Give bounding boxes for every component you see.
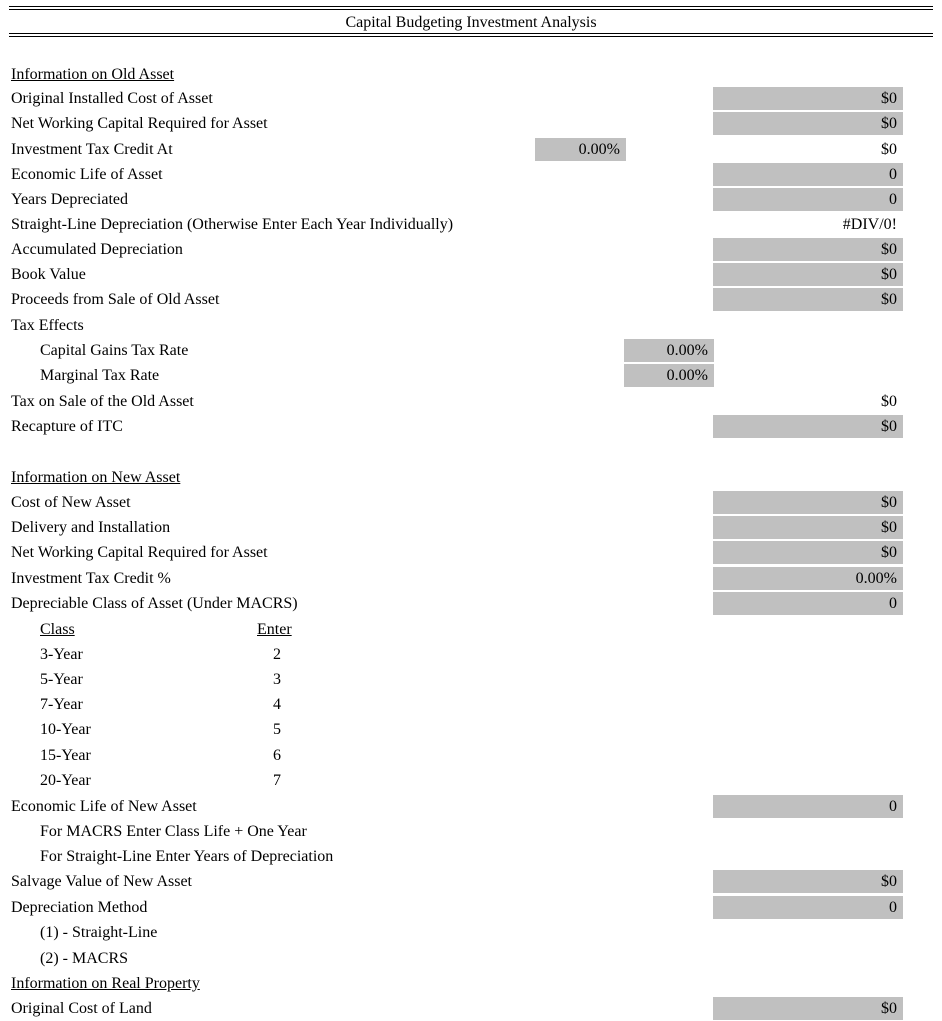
class-row [0, 692, 942, 717]
new-economic-life-input[interactable]: 0 [713, 795, 903, 818]
new-itc-label: Investment Tax Credit % [11, 570, 171, 587]
enter-col-header: Enter [257, 621, 292, 638]
title-top-rule [9, 6, 933, 10]
class-enter-value: 7 [273, 772, 281, 789]
old-book-value-input[interactable]: $0 [713, 263, 903, 286]
dep-method-input[interactable]: 0 [713, 896, 903, 919]
old-original-cost-input[interactable]: $0 [713, 87, 903, 110]
new-economic-life-label: Economic Life of New Asset [11, 798, 197, 815]
dep-class-row [0, 591, 942, 616]
old-accum-dep-input[interactable]: $0 [713, 238, 903, 261]
old-nwc-input[interactable]: $0 [713, 112, 903, 135]
old-asset-header-row [0, 62, 942, 87]
new-nwc-input[interactable]: $0 [713, 541, 903, 564]
sl-note: For Straight-Line Enter Years of Depreciation [40, 848, 334, 865]
old-economic-life-row [0, 162, 942, 187]
page-title: Capital Budgeting Investment Analysis [345, 14, 597, 31]
class-enter-value: 6 [273, 747, 281, 764]
class-enter-value: 3 [273, 671, 281, 688]
old-book-value-label: Book Value [11, 266, 86, 283]
class-name: 7-Year [40, 696, 83, 713]
method-1-note: (1) - Straight-Line [40, 924, 158, 941]
sl-note-row [0, 844, 942, 869]
old-years-depreciated-row [0, 187, 942, 212]
class-col-header: Class [40, 621, 75, 638]
old-itc-rate-input[interactable]: 0.00% [535, 138, 626, 161]
recapture-itc-input[interactable]: $0 [713, 415, 903, 438]
real-property-header-row [0, 971, 942, 996]
macrs-note-row [0, 819, 942, 844]
salvage-row [0, 869, 942, 894]
old-years-depreciated-input[interactable]: 0 [713, 188, 903, 211]
class-row [0, 717, 942, 742]
dep-method-label: Depreciation Method [11, 899, 148, 916]
old-nwc-row [0, 111, 942, 136]
method-1-row [0, 920, 942, 945]
class-name: 3-Year [40, 646, 83, 663]
dep-class-input[interactable]: 0 [713, 592, 903, 615]
new-cost-label: Cost of New Asset [11, 494, 131, 511]
class-enter-value: 5 [273, 721, 281, 738]
land-cost-row [0, 996, 942, 1021]
cap-gains-row [0, 338, 942, 363]
old-proceeds-label: Proceeds from Sale of Old Asset [11, 291, 220, 308]
new-cost-row [0, 490, 942, 515]
cap-gains-label: Capital Gains Tax Rate [40, 342, 189, 359]
new-delivery-input[interactable]: $0 [713, 516, 903, 539]
old-sl-depreciation-row [0, 212, 942, 237]
new-itc-row [0, 566, 942, 591]
class-row [0, 768, 942, 793]
new-nwc-label: Net Working Capital Required for Asset [11, 544, 268, 561]
class-name: 20-Year [40, 772, 91, 789]
old-economic-life-label: Economic Life of Asset [11, 166, 163, 183]
class-enter-value: 4 [273, 696, 281, 713]
class-row [0, 642, 942, 667]
method-2-note: (2) - MACRS [40, 950, 129, 967]
new-delivery-row [0, 515, 942, 540]
salvage-input[interactable]: $0 [713, 870, 903, 893]
land-cost-label: Original Cost of Land [11, 1000, 152, 1017]
tax-on-sale-value: $0 [881, 393, 897, 410]
class-name: 5-Year [40, 671, 83, 688]
marginal-tax-row [0, 363, 942, 388]
old-book-value-row [0, 262, 942, 287]
recapture-itc-label: Recapture of ITC [11, 418, 123, 435]
macrs-note: For MACRS Enter Class Life + One Year [40, 823, 307, 840]
new-asset-header: Information on New Asset [11, 469, 181, 486]
tax-on-sale-label: Tax on Sale of the Old Asset [11, 393, 194, 410]
class-name: 15-Year [40, 747, 91, 764]
cap-gains-rate-input[interactable]: 0.00% [624, 339, 714, 362]
new-delivery-label: Delivery and Installation [11, 519, 171, 536]
class-row [0, 667, 942, 692]
old-economic-life-input[interactable]: 0 [713, 163, 903, 186]
old-sl-depreciation-label: Straight-Line Depreciation (Otherwise Enter Each Year Individually) [11, 216, 454, 233]
recapture-itc-row [0, 414, 942, 439]
new-nwc-row [0, 540, 942, 565]
land-cost-input[interactable]: $0 [713, 997, 903, 1020]
title-band [9, 0, 933, 42]
new-itc-input[interactable]: 0.00% [713, 567, 903, 590]
dep-method-row [0, 895, 942, 920]
tax-effects-row [0, 313, 942, 338]
old-years-depreciated-label: Years Depreciated [11, 191, 128, 208]
old-proceeds-input[interactable]: $0 [713, 288, 903, 311]
old-itc-row [0, 137, 942, 162]
title-bottom-rule [9, 33, 933, 37]
old-original-cost-row [0, 86, 942, 111]
class-enter-value: 2 [273, 646, 281, 663]
new-asset-header-row [0, 465, 942, 490]
marginal-tax-rate-input[interactable]: 0.00% [624, 364, 714, 387]
old-asset-header: Information on Old Asset [11, 66, 175, 83]
tax-on-sale-row [0, 389, 942, 414]
salvage-label: Salvage Value of New Asset [11, 873, 192, 890]
class-name: 10-Year [40, 721, 91, 738]
old-itc-label: Investment Tax Credit At [11, 141, 173, 158]
old-proceeds-row [0, 287, 942, 312]
tax-effects-label: Tax Effects [11, 317, 84, 334]
class-table-header-row [0, 617, 942, 642]
old-sl-depreciation-value: #DIV/0! [842, 216, 897, 233]
old-accum-dep-label: Accumulated Depreciation [11, 241, 183, 258]
method-2-row [0, 946, 942, 971]
class-row [0, 743, 942, 768]
old-itc-value: $0 [881, 141, 897, 158]
old-nwc-label: Net Working Capital Required for Asset [11, 115, 268, 132]
new-economic-life-row [0, 794, 942, 819]
old-original-cost-label: Original Installed Cost of Asset [11, 90, 213, 107]
dep-class-label: Depreciable Class of Asset (Under MACRS) [11, 595, 298, 612]
old-accum-dep-row [0, 237, 942, 262]
new-cost-input[interactable]: $0 [713, 491, 903, 514]
real-property-header: Information on Real Property [11, 975, 200, 992]
marginal-tax-label: Marginal Tax Rate [40, 367, 160, 384]
